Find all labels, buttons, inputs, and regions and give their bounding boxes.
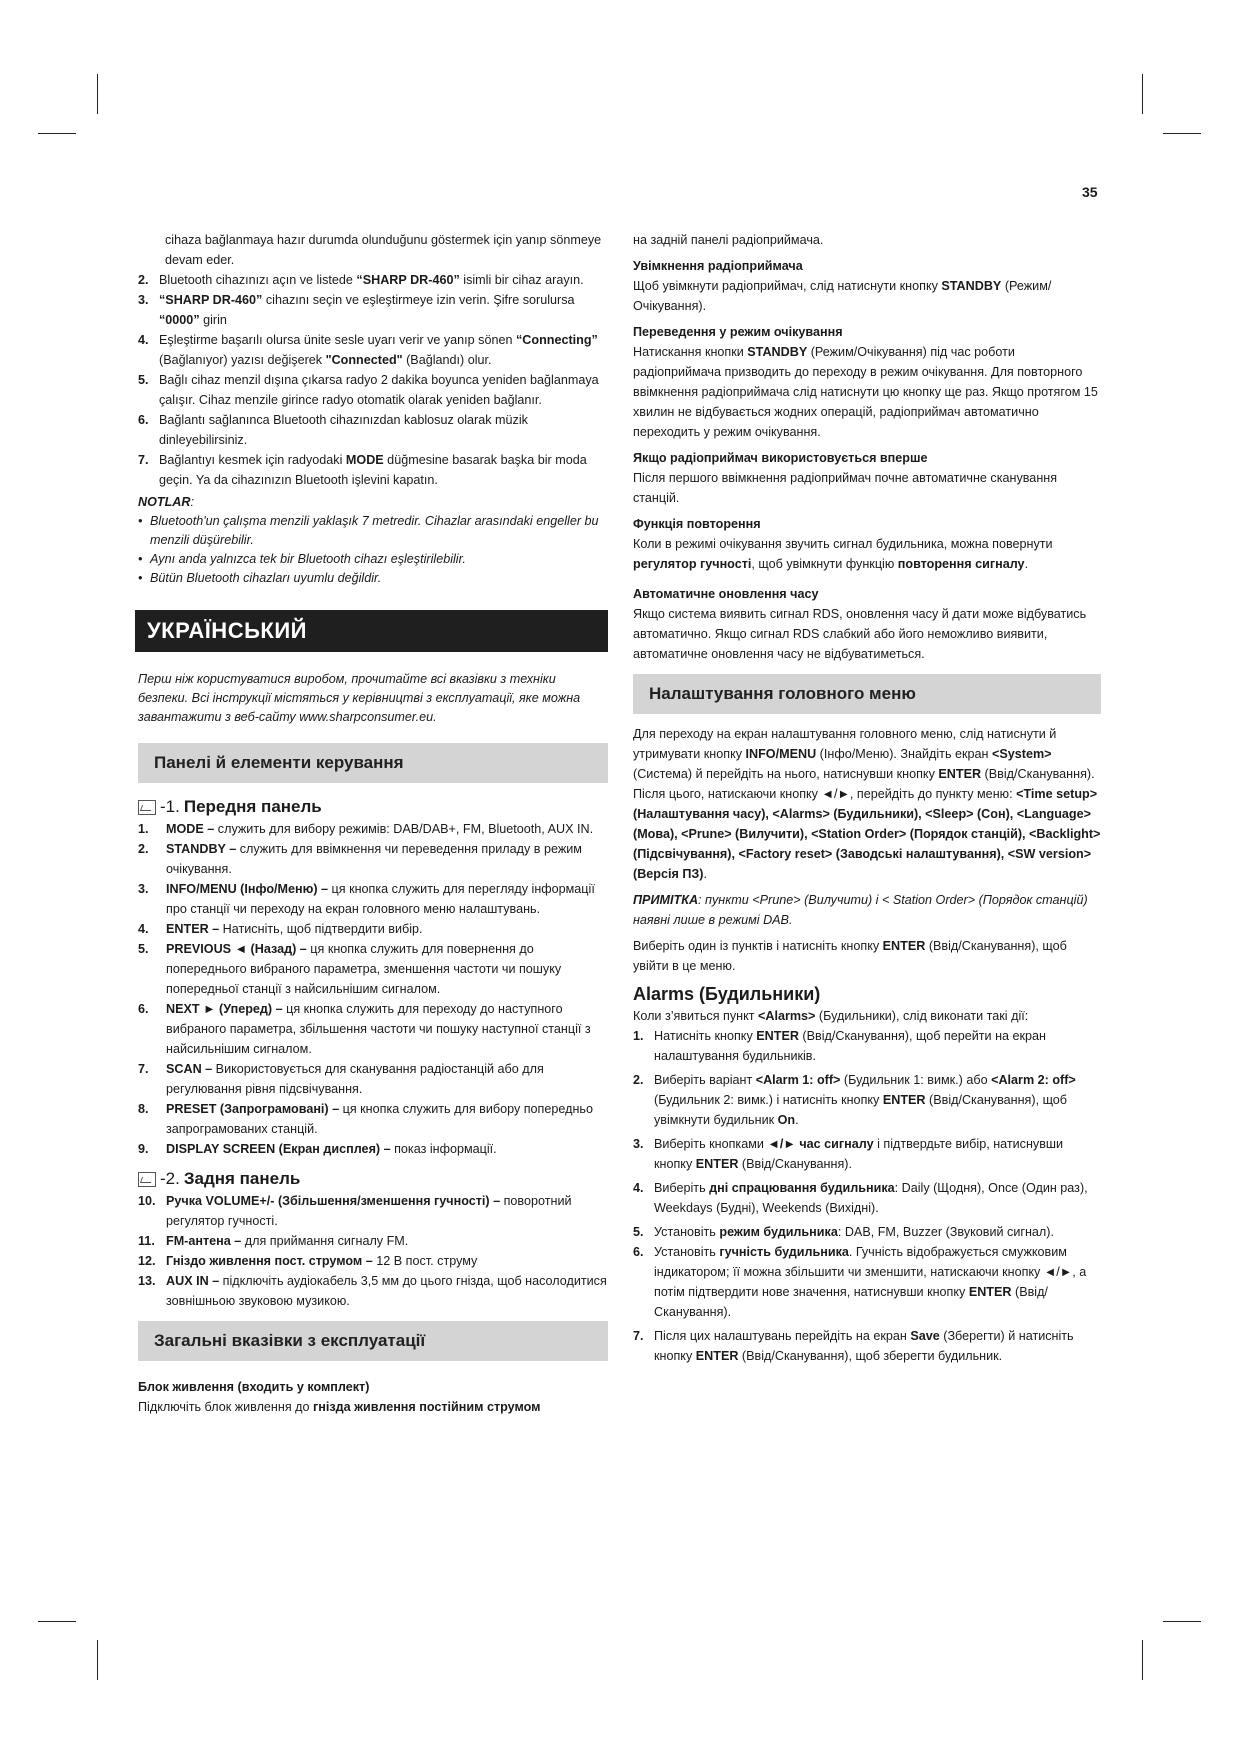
menu-text: Для переходу на екран налаштування головного меню, слід натиснути й утримувати кнопку INFO/MENU (Інфо/Меню). Знайдіть екран <System> (Система) й перейдіть на нього, натиснувши кнопку ENTER (Ввід/Сканування). Після цього, натискаючи кнопку ◄/►, перейдіть до пункту меню: <Time setup> (Налаштування часу), <Alarms> (Будильники), <Sleep> (Сон), <Language> (Мова), <Prune> (Вилучити), <Station Order> (Порядок станцій), <Backlight> (Підсвічування), <Factory reset> (Заводські налаштування), <SW version> (Версія ПЗ). <box>633 727 1101 881</box>
list-item: 6. Bağlantı sağlanınca Bluetooth cihazınızdan kablosuz olarak müzik dinleyebilirsiniz. <box>138 413 528 447</box>
right-column <box>633 230 1101 1366</box>
note-bullet: • Aynı anda yalnızca tek bir Bluetooth cihazı eşleştirilebilir. <box>138 552 466 566</box>
image-icon <box>138 1172 156 1187</box>
list-item: 8. PRESET (Запрограмовані) – ця кнопка служить для вибору попередньо запрограмованих станцій. <box>138 1102 593 1136</box>
list-item: 13. AUX IN – підключіть аудіокабель 3,5 мм до цього гнізда, щоб насолодитися зовнішньою звуковою музикою. <box>138 1274 607 1308</box>
crop-mark <box>1163 1621 1201 1622</box>
clock-title: Автоматичне оновлення часу <box>633 587 819 601</box>
list-item: 4. Виберіть дні спрацювання будильника: Daily (Щодня), Once (Один раз), Weekdays (Будні), Weekends (Вихідні). <box>633 1181 1088 1215</box>
list-item: 12. Гніздо живлення пост. струмом – 12 В пост. струму <box>138 1254 478 1268</box>
crop-mark <box>97 74 98 114</box>
first-use-title: Якщо радіоприймач використовується вперше <box>633 451 928 465</box>
intro-text: Перш ніж користуватися виробом, прочитайте всі вказівки з техніки безпеки. Всі інструкції містяться у керівництві з експлуатації, яке можна завантажити з веб-сайту www.sharpconsumer.eu. <box>138 672 581 724</box>
alarms-intro: Коли з’явиться пункт <Alarms> (Будильники), слід виконати такі дії: <box>633 1009 1029 1023</box>
list-item: 2. Виберіть варіант <Alarm 1: off> (Будильник 1: вимк.) або <Alarm 2: off> (Будильник 2: вимк.) і натисніть кнопку ENTER (Ввід/Сканування), щоб увімкнути будильник On. <box>633 1073 1076 1127</box>
turkish-continuation: cihaza bağlanmaya hazır durumda olunduğunu göstermek için yanıp sönmeye devam eder. <box>165 233 602 267</box>
left-column <box>138 230 608 1417</box>
first-use-text: Після першого ввімкнення радіоприймач почне автоматичне сканування станцій. <box>633 471 1058 505</box>
list-item: 11. FM-антена – для приймання сигналу FM. <box>138 1234 409 1248</box>
list-item: 9. DISPLAY SCREEN (Екран дисплея) – показ інформації. <box>138 1142 497 1156</box>
crop-mark <box>97 1640 98 1680</box>
page-number: 35 <box>1082 184 1098 200</box>
power-title: Блок живлення (входить у комплект) <box>138 1380 370 1394</box>
list-item: 4. ENTER – Натисніть, щоб підтвердити вибір. <box>138 922 423 936</box>
list-item: 7. SCAN – Використовується для сканування радіостанцій або для регулювання рівня підсвічування. <box>138 1062 544 1096</box>
list-item: 6. NEXT ► (Уперед) – ця кнопка служить для переходу до наступного вибраного параметра, збільшення частоти чи пошуку наступної станції з найсильнішим сигналом. <box>138 1002 591 1056</box>
section-header-general: Загальні вказівки з експлуатації <box>138 1321 608 1361</box>
list-item: 5. Установіть режим будильника: DAB, FM, Buzzer (Звуковий сигнал). <box>633 1225 1054 1239</box>
repeat-title: Функція повторення <box>633 517 761 531</box>
list-item: 6. Установіть гучність будильника. Гучність відображується смужковим індикатором; її можна збільшити чи зменшити, натискаючи кнопку ◄/►, а потім підтвердити нове значення, натиснувши кнопку ENTER (Ввід/Сканування). <box>633 1245 1087 1319</box>
list-item: 5. Bağlı cihaz menzil dışına çıkarsa radyo 2 dakika boyunca yeniden bağlanmaya çalışır. Cihaz menzile girince radyo otomatik olarak yeniden bağlanır. <box>138 373 599 407</box>
list-item: 2. Bluetooth cihazınızı açın ve listede “SHARP DR-460” isimli bir cihaz arayın. <box>138 273 584 287</box>
list-item: 3. Виберіть кнопками ◄/► час сигналу і підтвердьте вибір, натиснувши кнопку ENTER (Ввід/Сканування). <box>633 1137 1064 1171</box>
list-item: 7. Після цих налаштувань перейдіть на екран Save (Зберегти) й натисніть кнопку ENTER (Ввід/Сканування), щоб зберегти будильник. <box>633 1329 1074 1363</box>
crop-mark <box>1163 133 1201 134</box>
rear-continuation: на задній панелі радіоприймача. <box>633 233 824 247</box>
section-header-controls: Панелі й елементи керування <box>138 743 608 783</box>
crop-mark <box>1142 1640 1143 1680</box>
list-item: 1. MODE – служить для вибору режимів: DAB/DAB+, FM, Bluetooth, AUX IN. <box>138 822 594 836</box>
crop-mark <box>1142 74 1143 114</box>
power-text: Підключіть блок живлення до гнізда живлення постійним струмом <box>138 1400 541 1414</box>
list-item: 10. Ручка VOLUME+/- (Збільшення/зменшення гучності) – поворотний регулятор гучності. <box>138 1194 572 1228</box>
rear-panel-heading: -2. Задня панель <box>138 1169 608 1189</box>
power-on-text: Щоб увімкнути радіоприймач, слід натиснути кнопку STANDBY (Режим/Очікування). <box>633 279 1052 313</box>
standby-title: Переведення у режим очікування <box>633 325 843 339</box>
menu-note: ПРИМІТКА: пункти <Prune> (Вилучити) і < Station Order> (Порядок станцій) наявні лише в режимі DAB. <box>633 893 1088 927</box>
language-header: УКРАЇНСЬКИЙ <box>135 610 608 652</box>
front-panel-heading: -1. Передня панель <box>138 797 608 817</box>
list-item: 5. PREVIOUS ◄ (Назад) – ця кнопка служить для повернення до попереднього вибраного параметра, зменшення частоти чи пошуку попередньої станції з найсильнішим сигналом. <box>138 942 562 996</box>
repeat-text: Коли в режимі очікування звучить сигнал будильника, можна повернути регулятор гучності, щоб увімкнути функцію повторення сигналу. <box>633 537 1053 571</box>
alarms-title: Alarms (Будильники) <box>633 984 821 1004</box>
note-bullet: • Bluetooth'un çalışma menzili yaklaşık 7 metredir. Cihazlar arasındaki engeller bu menzili düşürebilir. <box>138 514 599 547</box>
list-item: 2. STANDBY – служить для ввімкнення чи переведення приладу в режим очікування. <box>138 842 582 876</box>
clock-text: Якщо система виявить сигнал RDS, оновлення часу й дати може відбуватись автоматично. Якщо сигнал RDS слабкий або його неможливо виявити, автоматичне оновлення часу не відбуватиметься. <box>633 607 1087 661</box>
power-on-title: Увімкнення радіоприймача <box>633 259 803 273</box>
section-header-main-menu: Налаштування головного меню <box>633 674 1101 714</box>
list-item: 3. “SHARP DR-460” cihazını seçin ve eşleştirmeye izin verin. Şifre sorulursa “0000” girin <box>138 293 575 327</box>
standby-text: Натискання кнопки STANDBY (Режим/Очікування) під час роботи радіоприймача призводить до переходу в режим очікування. Для повторного ввімкнення радіоприймача слід натиснути цю кнопку ще раз. Якщо протягом 15 хвилин не відбувається жодних операцій, радіоприймач автоматично переходить у режим очікування. <box>633 345 1098 439</box>
note-bullet: • Bütün Bluetooth cihazları uyumlu değildir. <box>138 571 382 585</box>
crop-mark <box>38 133 76 134</box>
crop-mark <box>38 1621 76 1622</box>
image-icon <box>138 800 156 815</box>
select-text: Виберіть один із пунктів і натисніть кнопку ENTER (Ввід/Сканування), щоб увійти в це меню. <box>633 939 1067 973</box>
notes-title: NOTLAR: <box>138 495 194 509</box>
list-item: 4. Eşleştirme başarılı olursa ünite sesle uyarı verir ve yanıp sönen “Connecting” (Bağlanıyor) yazısı değişerek "Connected" (Bağlandı) olur. <box>138 333 598 367</box>
list-item: 1. Натисніть кнопку ENTER (Ввід/Сканування), щоб перейти на екран налаштування будильників. <box>633 1029 1047 1063</box>
list-item: 3. INFO/MENU (Інфо/Меню) – ця кнопка служить для перегляду інформації про станції чи переходу на екран головного меню налаштувань. <box>138 882 595 916</box>
list-item: 7. Bağlantıyı kesmek için radyodaki MODE düğmesine basarak başka bir moda geçin. Ya da cihazınızın Bluetooth işlevini kapatın. <box>138 453 587 487</box>
